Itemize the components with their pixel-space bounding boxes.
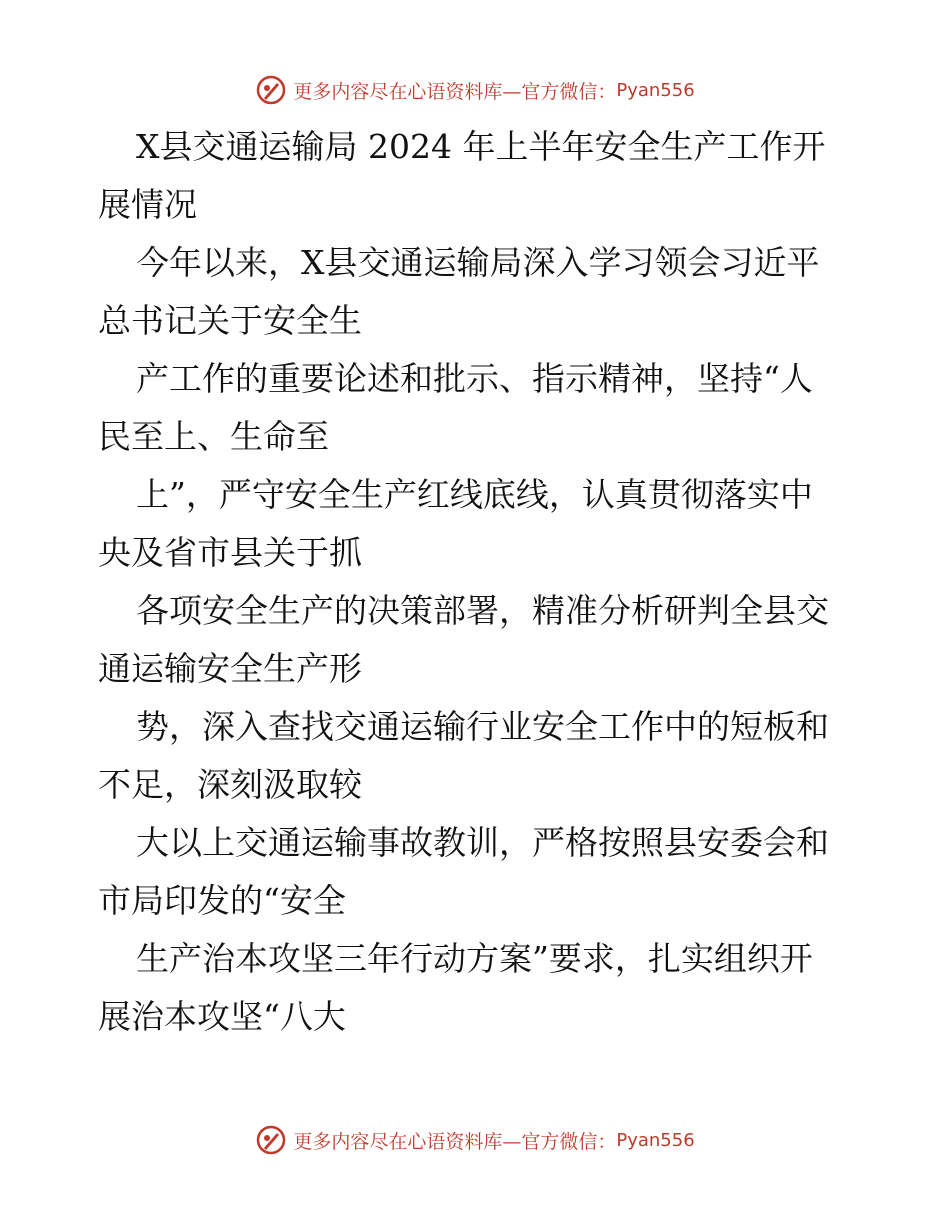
- footer-watermark-id: Pyan556: [616, 1129, 695, 1151]
- doc-line: 势，深入查找交通运输行业安全工作中的短板和: [136, 707, 829, 746]
- footer-watermark: [0, 1120, 950, 1160]
- doc-line: 大以上交通运输事故教训，严格按照县安委会和: [136, 823, 829, 862]
- footer-watermark-text: 更多内容尽在心语资料库—官方微信：: [293, 1130, 617, 1153]
- quill-logo-icon: [255, 74, 287, 106]
- quill-logo-icon: [255, 1124, 287, 1156]
- document-body: [98, 118, 858, 1046]
- doc-line: 今年以来，X县交通运输局深入学习领会习近平: [136, 243, 820, 282]
- doc-line: 不足，深刻汲取较: [98, 765, 362, 804]
- header-watermark-id: Pyan556: [616, 79, 695, 101]
- header-watermark: [0, 70, 950, 110]
- doc-line: 民至上、生命至: [98, 417, 329, 456]
- doc-line: 各项安全生产的决策部署，精准分析研判全县交: [136, 591, 829, 630]
- doc-line: 央及省市县关于抓: [98, 533, 362, 572]
- doc-line: 总书记关于安全生: [98, 301, 362, 340]
- doc-line: X县交通运输局 2024 年上半年安全生产工作开: [136, 127, 826, 166]
- header-watermark-text: 更多内容尽在心语资料库—官方微信：: [293, 80, 617, 103]
- doc-line: 产工作的重要论述和批示、指示精神，坚持“人: [136, 359, 813, 398]
- doc-line: 市局印发的“安全: [98, 881, 346, 920]
- doc-line: 上”，严守安全生产红线底线，认真贯彻落实中: [136, 475, 813, 514]
- doc-line: 展治本攻坚“八大: [98, 997, 346, 1036]
- doc-line: 展情况: [98, 185, 197, 224]
- doc-line: 生产治本攻坚三年行动方案”要求，扎实组织开: [136, 939, 813, 978]
- doc-line: 通运输安全生产形: [98, 649, 362, 688]
